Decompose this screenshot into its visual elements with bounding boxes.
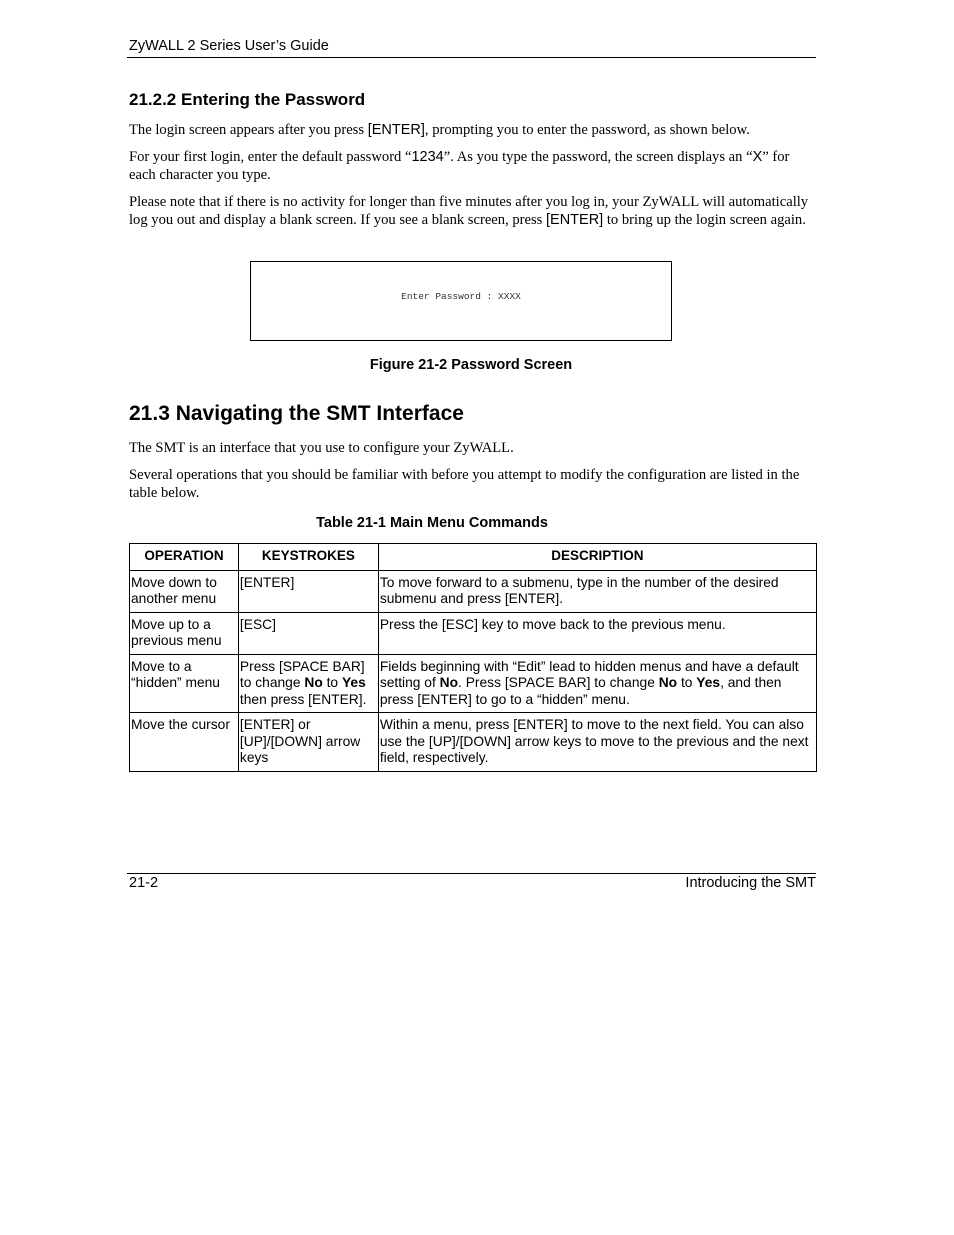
cell-description: Within a menu, press [ENTER] to move to the next field. You can also use the [UP]/[DOWN] arrow keys to move to the previous and the next field, respectively. — [378, 713, 816, 772]
cell-keystrokes: [ENTER] or [UP]/[DOWN] arrow keys — [238, 713, 378, 772]
paragraph-operations: Several operations that you should be familiar with before you attempt to modify the configuration are listed in the table below. — [129, 467, 800, 501]
cell-keystrokes: [ESC] — [238, 612, 378, 654]
paragraph-smt-intro: The SMT is an interface that you use to configure your ZyWALL. — [129, 440, 514, 456]
running-header: ZyWALL 2 Series User’s Guide — [129, 38, 329, 54]
cell-keystrokes: [ENTER] — [238, 570, 378, 612]
figure-caption: Figure 21-2 Password Screen — [369, 357, 573, 373]
cell-description: Fields beginning with “Edit” lead to hidden menus and have a default setting of No. Press [SPACE BAR] to change No to Yes, and then press [ENTER] to go to a “hidden” menu. — [378, 654, 816, 713]
enter-key: [ENTER] — [367, 122, 425, 138]
section-heading-smt: 21.3 Navigating the SMT Interface — [129, 402, 464, 425]
main-menu-commands-table — [129, 543, 817, 772]
table-header-row — [130, 544, 817, 571]
paragraph-default-password: For your first login, enter the default password “1234”. As you type the password, the screen displays an “X” for each character you type. — [129, 149, 790, 183]
table-caption: Table 21-1 Main Menu Commands — [316, 515, 548, 531]
password-prompt: Enter Password : XXXX — [401, 291, 521, 302]
cell-description: To move forward to a submenu, type in the number of the desired submenu and press [ENTER]. — [378, 570, 816, 612]
section-heading-password: 21.2.2 Entering the Password — [129, 90, 366, 109]
chapter-title: Introducing the SMT — [685, 875, 816, 891]
default-password: 1234 — [411, 149, 444, 165]
column-header-keystrokes: KEYSTROKES — [238, 544, 378, 571]
column-header-description: DESCRIPTION — [378, 544, 816, 571]
paragraph-timeout: Please note that if there is no activity for longer than five minutes after you log in, your ZyWALL will automatically log you out and display a blank screen. If you see a blank screen, press [ENTER] to bring up the login screen again. — [129, 194, 809, 228]
cell-operation: Move down to another menu — [130, 570, 239, 612]
table-row — [130, 654, 817, 713]
paragraph-login-screen: The login screen appears after you press [ENTER], prompting you to enter the password, as shown below. — [129, 122, 750, 138]
table-row — [130, 570, 817, 612]
column-header-operation: OPERATION — [130, 544, 239, 571]
password-screen-figure — [250, 261, 672, 341]
cell-description: Press the [ESC] key to move back to the previous menu. — [378, 612, 816, 654]
cell-keystrokes: Press [SPACE BAR] to change No to Yes then press [ENTER]. — [238, 654, 378, 713]
header-rule — [127, 57, 816, 58]
table-row — [130, 612, 817, 654]
footer-rule — [127, 873, 816, 874]
cell-operation: Move to a “hidden” menu — [130, 654, 239, 713]
cell-operation: Move up to a previous menu — [130, 612, 239, 654]
table-row — [130, 713, 817, 772]
page-number: 21-2 — [129, 875, 159, 891]
cell-operation: Move the cursor — [130, 713, 239, 772]
